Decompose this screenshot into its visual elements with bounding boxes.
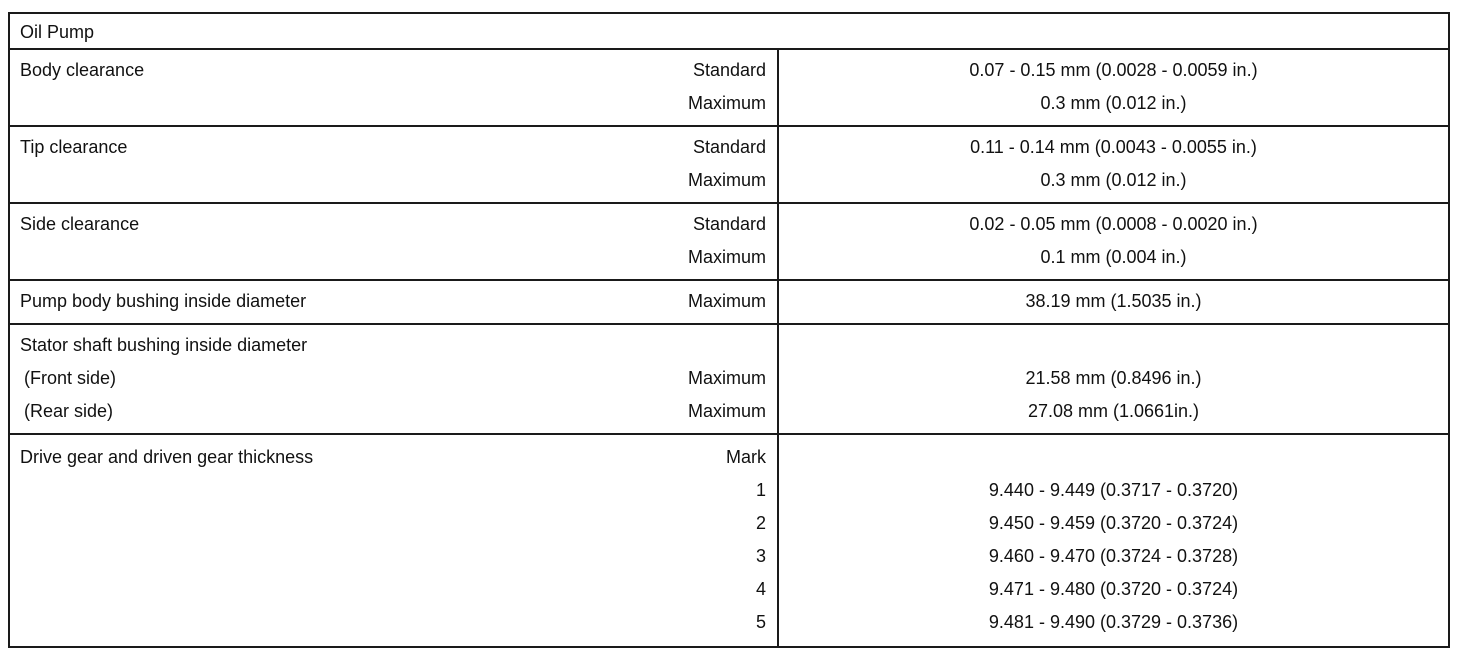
gear-mark-value: 9.450 - 9.459 (0.3720 - 0.3724) (988, 513, 1239, 533)
gear-mark: 5 (755, 612, 766, 632)
side-clearance-row (10, 202, 1448, 279)
gear-mark: 1 (755, 480, 766, 500)
side-clearance-standard-value: 0.02 - 0.05 mm (0.0008 - 0.0020 in.) (969, 214, 1258, 234)
body-clearance-label: Body clearance (20, 60, 145, 80)
tip-clearance-maximum-value: 0.3 mm (0.012 in.) (1040, 170, 1187, 190)
spec-table (8, 12, 1450, 648)
gear-mark-value: 9.481 - 9.490 (0.3729 - 0.3736) (988, 612, 1239, 632)
stator-rear-maximum-value: 27.08 mm (1.0661in.) (1027, 401, 1200, 421)
gear-mark: 3 (755, 546, 766, 566)
body-clearance-standard-value: 0.07 - 0.15 mm (0.0028 - 0.0059 in.) (969, 60, 1258, 80)
pump-body-bushing-maximum-label: Maximum (687, 291, 766, 311)
stator-rear-maximum-label: Maximum (687, 401, 766, 421)
gear-mark: 2 (755, 513, 766, 533)
header-row (10, 14, 1448, 48)
gear-mark: 4 (755, 579, 766, 599)
pump-body-bushing-maximum-value: 38.19 mm (1.5035 in.) (1025, 291, 1202, 311)
body-clearance-standard-label: Standard (692, 60, 766, 80)
stator-shaft-bushing-row (10, 323, 1448, 433)
stator-shaft-bushing-label: Stator shaft bushing inside diameter (20, 335, 308, 355)
stator-front-maximum-value: 21.58 mm (0.8496 in.) (1025, 368, 1202, 388)
gear-mark-value: 9.460 - 9.470 (0.3724 - 0.3728) (988, 546, 1239, 566)
tip-clearance-standard-label: Standard (692, 137, 766, 157)
tip-clearance-standard-value: 0.11 - 0.14 mm (0.0043 - 0.0055 in.) (970, 137, 1257, 157)
pump-body-bushing-row (10, 279, 1448, 323)
gear-thickness-label: Drive gear and driven gear thickness (20, 447, 314, 467)
stator-rear-side-label: (Rear side) (24, 401, 114, 421)
body-clearance-maximum-label: Maximum (687, 93, 766, 113)
side-clearance-standard-label: Standard (692, 214, 766, 234)
section-title: Oil Pump (20, 22, 95, 42)
stator-front-maximum-label: Maximum (687, 368, 766, 388)
side-clearance-label: Side clearance (20, 214, 140, 234)
gear-thickness-row (10, 433, 1448, 648)
pump-body-bushing-label: Pump body bushing inside diameter (20, 291, 307, 311)
body-clearance-maximum-value: 0.3 mm (0.012 in.) (1040, 93, 1187, 113)
tip-clearance-maximum-label: Maximum (687, 170, 766, 190)
tip-clearance-label: Tip clearance (20, 137, 128, 157)
gear-mark-value: 9.471 - 9.480 (0.3720 - 0.3724) (988, 579, 1239, 599)
body-clearance-row (10, 48, 1448, 125)
gear-mark-value: 9.440 - 9.449 (0.3717 - 0.3720) (988, 480, 1239, 500)
stator-front-side-label: (Front side) (24, 368, 117, 388)
tip-clearance-row (10, 125, 1448, 202)
side-clearance-maximum-label: Maximum (687, 247, 766, 267)
gear-mark-header: Mark (726, 447, 766, 467)
side-clearance-maximum-value: 0.1 mm (0.004 in.) (1040, 247, 1187, 267)
